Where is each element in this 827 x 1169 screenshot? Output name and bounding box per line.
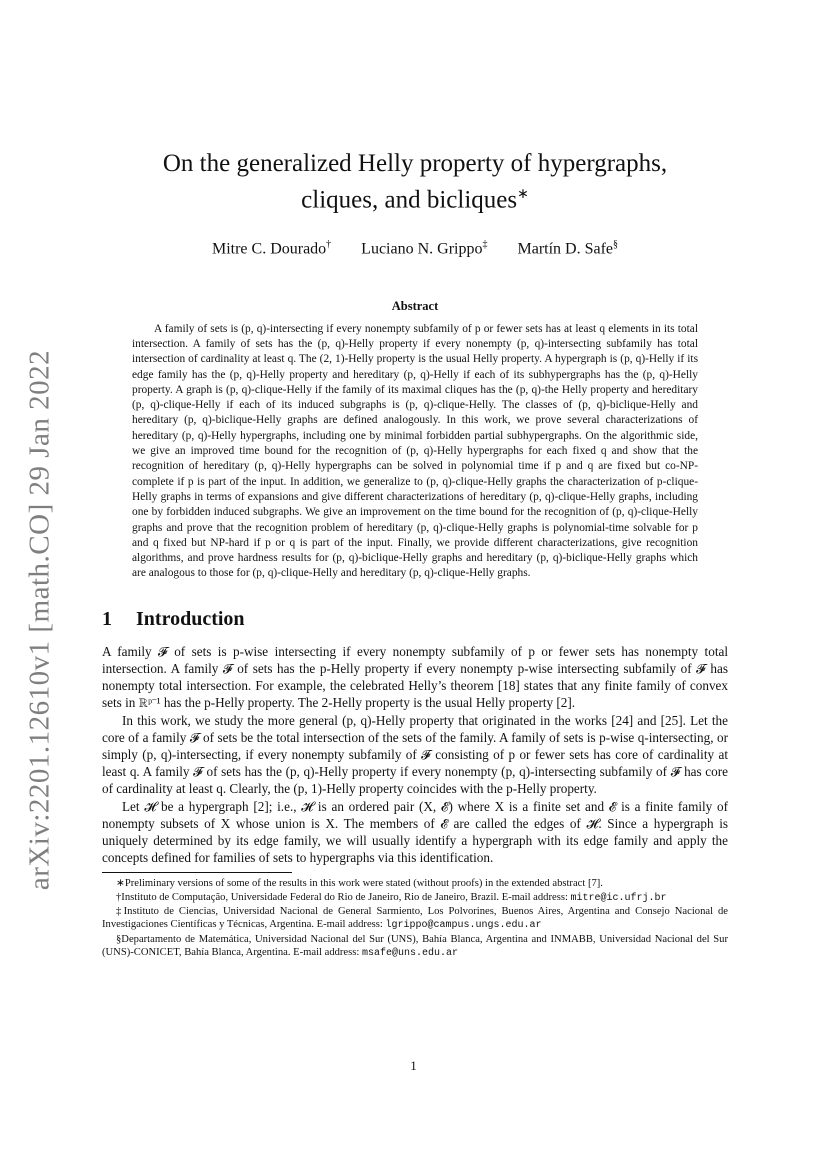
intro-paragraph-1: A family 𝓕 of sets is p-wise intersecting if every nonempty subfamily of p or fewer sets has nonempty total intersection. A family 𝓕 of sets has the p-Helly property if every nonempty p-wise intersecting subfamily of 𝓕 has nonempty total intersection. For example, the celebrated Helly’s theorem [18] states that any finite family of convex sets in ℝᵖ⁻¹ has the p-Helly property. The 2-Helly property is the usual Helly property [2]. <box>102 643 728 711</box>
abstract-text: A family of sets is (p, q)-intersecting if every nonempty subfamily of p or fewer sets has at least q elements in its total intersection. A family of sets has the (p, q)-Helly property if every nonempty (p, q)-intersecting subfamily has total intersection of cardinality at least q. The (2, 1)-Helly property is the usual Helly property. A hypergraph is (p, q)-Helly if its edge family has the (p, q)-Helly property and hereditary (p, q)-Helly if each of its subhypergraphs has the (p, q)-Helly property. A graph is (p, q)-clique-Helly if the family of its maximal cliques has the (p, q)-the Helly property and hereditary (p, q)-clique-Helly if each of its induced subgraphs is (p, q)-clique-Helly. The classes of (p, q)-biclique-Helly and hereditary (p, q)-biclique-Helly graphs are defined analogously. In this work, we prove several characterizations of hereditary (p, q)-Helly hypergraphs, including one by minimal forbidden partial subhypergraphs. On the algorithmic side, we give an improved time bound for the recognition of (p, q)-Helly hypergraphs for each fixed q and show that the recognition of hereditary (p, q)-Helly hypergraphs can be solved in polynomial time if p and q are fixed but co-NP-complete if p is part of the input. In addition, we generalize to (p, q)-clique-Helly graphs the characterization of p-clique-Helly graphs in terms of expansions and give different characterizations of hereditary (p, q)-clique-Helly graphs, including one by forbidden induced subgraphs. We give an improvement on the time bound for the recognition of (p, q)-clique-Helly graphs and prove that the recognition problem of hereditary (p, q)-clique-Helly graphs is polynomial-time solvable for p and q fixed but NP-hard if p or q is part of the input. Finally, we provide different characterizations, give recognition algorithms, and prove hardness results for (p, q)-biclique-Helly graphs and hereditary (p, q)-biclique-Helly graphs which are analogous to those for (p, q)-clique-Helly and hereditary (p, q)-clique-Helly graphs. <box>132 322 698 580</box>
email-link[interactable]: msafe@uns.edu.ar <box>361 947 458 959</box>
intro-paragraph-3: Let 𝓗 be a hypergraph [2]; i.e., 𝓗 is an ordered pair (X, 𝓔) where X is a finite set and 𝓔 is a finite family of nonempty subsets of X whose union is X. The members of 𝓔 are called the edges of 𝓗. Since a hypergraph is uniquely determined by its edge family, we will usually identify a hypergraph with its edge family and apply the concepts defined for families of sets to hypergraphs via this identification. <box>102 798 728 866</box>
arxiv-identifier: arXiv:2201.12610v1 [math.CO] 29 Jan 2022 <box>23 349 56 891</box>
footnote-2: †Instituto de Computação, Universidade Federal do Rio de Janeiro, Rio de Janeiro, Brazil. E-mail address: mitre@ic.ufrj.br <box>116 891 667 904</box>
paper-title <box>102 148 728 215</box>
title-footnote-mark: ∗ <box>517 187 529 202</box>
footnote-rule <box>102 872 292 873</box>
footnote-4: §Departamento de Matemática, Universidad Nacional del Sur (UNS), Bahía Blanca, Argentina and INMABB, Universidad Nacional del Sur (UNS)-CONICET, Bahía Blanca, Argentina. E-mail address: msafe@uns.edu.ar <box>102 933 728 959</box>
intro-paragraph-2: In this work, we study the more general (p, q)-Helly property that originated in the works [24] and [25]. Let the core of a family 𝓕 of sets be the total intersection of the sets of the family. A family of sets is p-wise q-intersecting, or simply (p, q)-intersecting, if every nonempty subfamily of 𝓕 consisting of p or fewer sets has core of cardinality at least q. A family 𝓕 of sets has the (p, q)-Helly property if every nonempty (p, q)-intersecting subfamily of 𝓕 has core of cardinality at least q. Clearly, the (p, 1)-Helly property coincides with the p-Helly property. <box>102 712 728 797</box>
email-link[interactable]: mitre@ic.ufrj.br <box>570 892 667 904</box>
author: Mitre C. Dourado† <box>211 239 332 258</box>
arxiv-sidebar <box>10 350 70 890</box>
paper-page <box>102 140 728 960</box>
author-list <box>102 239 728 258</box>
intro-body <box>102 643 728 867</box>
footnotes <box>102 877 728 960</box>
email-link[interactable]: lgrippo@campus.ungs.edu.ar <box>385 920 542 932</box>
author: Luciano N. Grippo‡ <box>361 239 488 258</box>
section-heading <box>102 608 728 631</box>
title-line-1: On the generalized Helly property of hypergraphs, <box>162 150 668 177</box>
author: Martín D. Safe§ <box>517 239 619 258</box>
section-number: 1 <box>102 607 112 630</box>
footnote-3: ‡Instituto de Ciencias, Universidad Nacional de General Sarmiento, Los Polvorines, Buenos Aires, Argentina and Consejo Nacional de Investigaciones Científicas y Técnicas, Argentina. E-mail address: lgrippo@campus.ungs.edu.ar <box>102 905 728 932</box>
title-line-2: cliques, and bicliques <box>301 186 518 214</box>
section-title: Introduction <box>136 607 245 630</box>
page-number: 1 <box>410 1058 417 1073</box>
footnote-1: ∗Preliminary versions of some of the results in this work were stated (without proofs) in the extended abstract [7]. <box>116 878 603 890</box>
abstract-heading: Abstract <box>391 298 439 313</box>
